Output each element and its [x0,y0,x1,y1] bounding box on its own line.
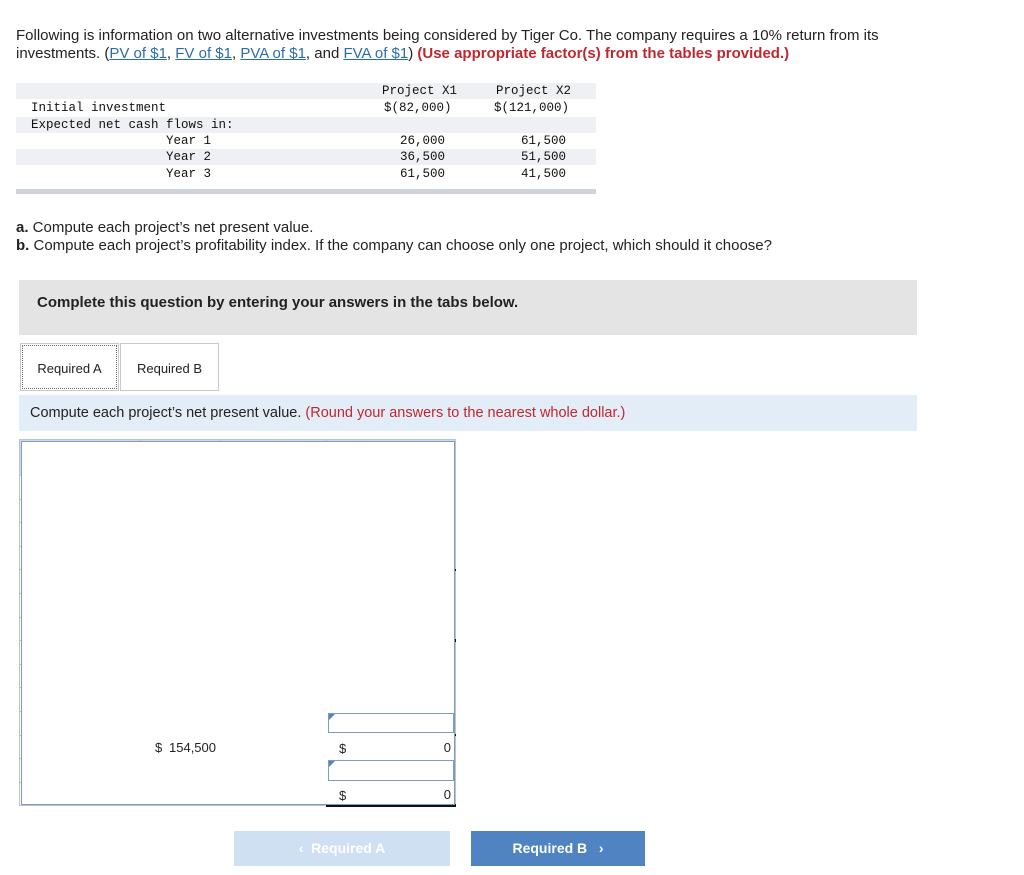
x2-amount-invested-input[interactable] [328,760,454,781]
instructions-banner: Complete this question by entering your answers in the tabs below. [19,280,917,335]
rounding-note: (Round your answers to the nearest whole dollar.) [305,405,626,421]
data-row-expected: Expected net cash flows in: [16,117,596,133]
data-row-initial: Initial investment $(82,000) $(121,000) [31,101,570,115]
pva-of-1-link[interactable]: PVA of $1 [240,45,306,62]
tab-required-a[interactable]: Required A [20,343,119,391]
chevron-right-icon: › [598,840,604,856]
data-header-row [16,83,596,99]
x2-npv-value: $ 0 [327,782,456,806]
next-required-b-button[interactable]: Required B › [471,831,645,866]
question-list [16,219,772,255]
problem-intro [16,27,1006,63]
question-b: b. Compute each project’s profitability index. If the company can choose only one project, which should it choose? [16,237,772,254]
col-project-x1: Project X1 [382,84,458,98]
fv-of-1-link[interactable]: FV of $1 [175,45,232,62]
fva-of-1-link[interactable]: FVA of $1 [343,45,409,62]
chevron-left-icon: ‹ [298,840,304,856]
x2-year3-pv-input[interactable] [328,713,454,733]
x2-total-pv: $ 0 [327,735,456,759]
table-row [20,711,456,735]
intro-line2: investments. (PV of $1, FV of $1, PVA of $1, and FVA of $1) (Use appropriate factor(s) from the tables provided.) [16,45,790,62]
tab-instruction: Compute each project’s net present value. (Round your answers to the nearest whole dollar.) [19,395,917,431]
previous-required-a-button[interactable]: ‹ Required A [234,831,450,866]
pv-of-1-link[interactable]: PV of $1 [109,45,167,62]
data-row-year2: Year 2 36,500 51,500 [16,149,596,165]
tab-required-b[interactable]: Required B [120,343,219,391]
x2-total-cash: $ 154,500 [141,735,221,759]
factor-instruction: (Use appropriate factor(s) from the tables provided.) [417,45,790,62]
data-row-year3: Year 3 61,500 41,500 [166,167,567,181]
col-project-x2: Project X2 [496,84,572,98]
data-row-year1: Year 1 26,000 61,500 [166,134,567,148]
question-a: a. Compute each project’s net present value. [16,219,314,236]
intro-line1: Following is information on two alternative investments being considered by Tiger Co. The company requires a 10% return from its [16,27,879,44]
npv-worktable [19,439,456,807]
table-divider [16,189,596,194]
